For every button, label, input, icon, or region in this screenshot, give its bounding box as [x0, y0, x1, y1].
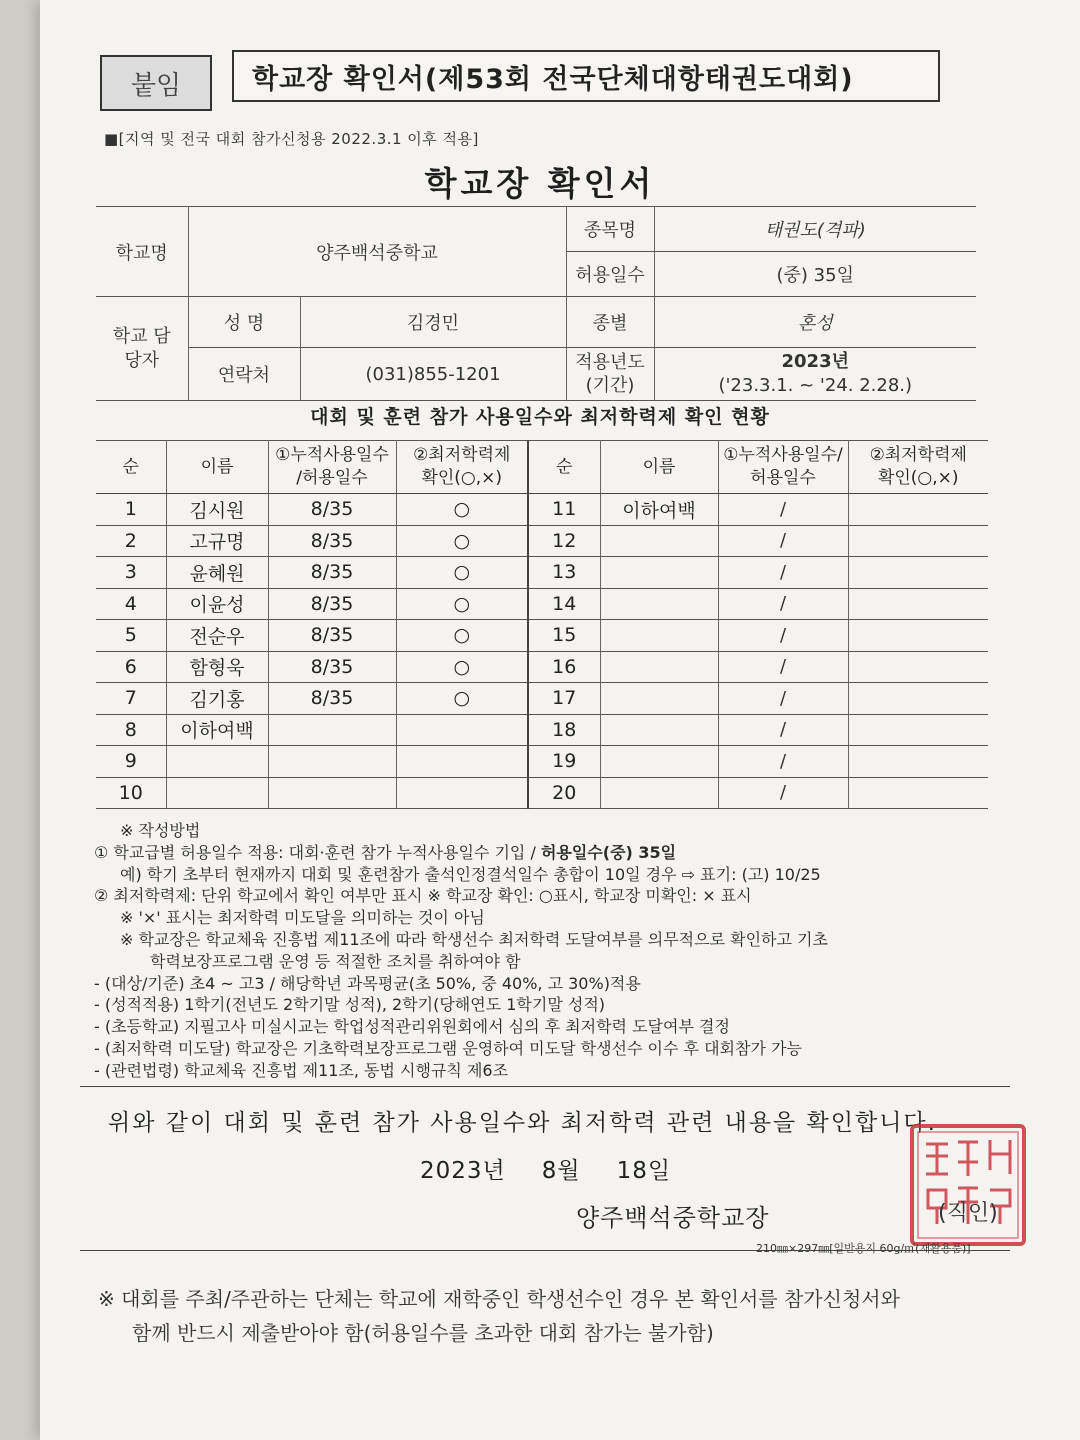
row-check-left: ○ [396, 620, 528, 652]
manager-label: 학교 담당자 [96, 297, 188, 401]
row-check-left: ○ [396, 683, 528, 715]
note-bullet-2: - (성적적용) 1학기(전년도 2학기말 성적), 2학기(당해연도 1학기말 성적) [94, 995, 606, 1015]
row-days-left: 8/35 [268, 588, 396, 620]
note-bullet-4: - (최저학력 미도달) 학교장은 기초학력보장프로그램 운영하여 미도달 학생선수 이수 후 대회참가 가능 [94, 1038, 802, 1058]
row-check-left [396, 714, 528, 746]
manager-name-value: 김경민 [300, 297, 566, 348]
allowed-days-label: 허용일수 [566, 252, 654, 297]
note-1 [94, 842, 1014, 864]
row-no-right: 12 [528, 525, 600, 557]
row-days-left [268, 746, 396, 778]
note-2-b: ※ 학교장은 학교체육 진흥법 제11조에 따라 학생선수 최저학력 도달여부를 의무적으로 확인하고 기초 [120, 929, 828, 949]
gender-label: 종별 [566, 297, 654, 348]
row-no-left: 6 [96, 651, 166, 683]
row-days-left: 8/35 [268, 683, 396, 715]
contact-value: (031)855-1201 [300, 348, 566, 401]
row-name-right [600, 777, 718, 809]
roster-row [96, 525, 988, 557]
row-no-left: 9 [96, 746, 166, 778]
row-no-right: 18 [528, 714, 600, 746]
row-name-right: 이하여백 [600, 494, 718, 526]
row-check-left: ○ [396, 525, 528, 557]
row-name-left: 김기홍 [166, 683, 268, 715]
note-bullet-1: - (대상/기준) 초4 ~ 고3 / 해당학년 과목평균(초 50%, 중 40%, 고 30%)적용 [94, 973, 641, 993]
footer-note [98, 1282, 998, 1350]
row-name-right [600, 714, 718, 746]
row-days-right: / [718, 620, 848, 652]
note-1-example: 예) 학기 초부터 현재까지 대회 및 훈련참가 출석인정결석일수 총합이 10일 경우 ⇨ 표기: (고) 10/25 [120, 864, 821, 884]
header-days-left [268, 441, 396, 494]
row-days-left: 8/35 [268, 620, 396, 652]
row-check-left [396, 777, 528, 809]
note-2-a: ※ '×' 표시는 최저학력 미도달을 의미하는 것이 아님 [120, 908, 485, 928]
note-2-c: 학력보장프로그램 운영 등 적절한 조치를 취하여야 함 [150, 951, 521, 971]
row-no-left: 4 [96, 588, 166, 620]
roster-row [96, 714, 988, 746]
row-days-left [268, 777, 396, 809]
school-name-value: 양주백석중학교 [188, 207, 566, 297]
note-bullet-3: - (초등학교) 지필고사 미실시교는 학업성적관리위원회에서 심의 후 최저학력 도달여부 결정 [94, 1017, 730, 1037]
header-acad-left-1: ②최저학력제 [413, 445, 511, 465]
row-name-left: 함형욱 [166, 651, 268, 683]
roster-row [96, 620, 988, 652]
row-no-right: 13 [528, 557, 600, 589]
row-name-right [600, 651, 718, 683]
header-acad-left-2: 확인(○,×) [421, 468, 503, 488]
row-name-right [600, 620, 718, 652]
year-value-year: 2023년 [781, 351, 849, 372]
contact-label: 연락처 [188, 348, 300, 401]
row-check-left [396, 746, 528, 778]
note-1-bold: 허용일수(중) 35일 [540, 842, 677, 862]
row-no-right: 15 [528, 620, 600, 652]
header-days-left-1: ①누적사용일수 [275, 445, 389, 465]
footer-line-2: 함께 반드시 제출받아야 함(허용일수를 초과한 대회 참가는 불가함) [132, 1321, 714, 1345]
row-days-left: 8/35 [268, 557, 396, 589]
writing-instructions [94, 820, 1014, 1082]
paper-spec: 210㎜×297㎜[일반용지 60g/㎡(재활용품)] [756, 1242, 971, 1255]
row-name-left: 김시원 [166, 494, 268, 526]
roster-row [96, 557, 988, 589]
note-bullet-5: - (관련법령) 학교체육 진흥법 제11조, 동법 시행규칙 제6조 [94, 1060, 509, 1080]
row-name-right [600, 746, 718, 778]
row-no-left: 2 [96, 525, 166, 557]
confirm-date [420, 1152, 707, 1185]
main-title: 학교장 확인서 [424, 164, 656, 203]
row-name-left: 전순우 [166, 620, 268, 652]
row-name-right [600, 525, 718, 557]
year-label [566, 348, 654, 401]
applicability-note: ■[지역 및 전국 대회 참가신청용 2022.3.1 이후 적용] [104, 130, 479, 148]
roster-row [96, 777, 988, 809]
row-no-left: 1 [96, 494, 166, 526]
row-days-right: / [718, 588, 848, 620]
roster-row [96, 588, 988, 620]
row-days-right: / [718, 714, 848, 746]
row-days-left [268, 714, 396, 746]
row-days-left: 8/35 [268, 494, 396, 526]
row-no-left: 3 [96, 557, 166, 589]
roster-row [96, 683, 988, 715]
header-no-left: 순 [96, 441, 166, 494]
row-days-right: / [718, 746, 848, 778]
row-no-left: 5 [96, 620, 166, 652]
row-days-right: / [718, 651, 848, 683]
year-label-line1: 적용년도 [575, 352, 645, 373]
date-day: 18일 [616, 1158, 672, 1184]
row-name-left [166, 777, 268, 809]
row-days-left: 8/35 [268, 651, 396, 683]
header-days-right-1: ①누적사용일수/ [723, 445, 843, 465]
row-check-left: ○ [396, 651, 528, 683]
document-title: 학교장 확인서(제53회 전국단체대항태권도대회) [232, 50, 940, 102]
roster-row [96, 494, 988, 526]
row-days-right: / [718, 525, 848, 557]
row-name-left: 이윤성 [166, 588, 268, 620]
date-year: 2023년 [420, 1158, 506, 1184]
year-label-line2: (기간) [585, 375, 635, 396]
confirm-statement: 위와 같이 대회 및 훈련 참가 사용일수와 최저학력 관련 내용을 확인합니다. [108, 1110, 937, 1136]
year-value [654, 348, 976, 401]
row-check-left: ○ [396, 494, 528, 526]
year-value-period: ('23.3.1. ~ '24. 2.28.) [718, 375, 913, 396]
official-seal-icon [906, 1118, 1030, 1252]
row-no-right: 19 [528, 746, 600, 778]
info-table [96, 206, 976, 401]
event-value: 태권도(격파) [654, 207, 976, 252]
header-name-left: 이름 [166, 441, 268, 494]
roster-row [96, 746, 988, 778]
school-name-label: 학교명 [96, 207, 188, 297]
row-check-right [848, 557, 988, 589]
event-label: 종목명 [566, 207, 654, 252]
row-no-right: 14 [528, 588, 600, 620]
row-check-right [848, 494, 988, 526]
note-1-text: ① 학교급별 허용일수 적용: 대회·훈련 참가 누적사용일수 기입 / [94, 842, 541, 862]
notes-title: ※ 작성방법 [120, 821, 201, 840]
row-days-left: 8/35 [268, 525, 396, 557]
row-check-right [848, 620, 988, 652]
manager-name-label: 성 명 [188, 297, 300, 348]
row-name-left: 윤혜원 [166, 557, 268, 589]
row-no-right: 20 [528, 777, 600, 809]
header-days-right-2: 허용일수 [750, 468, 816, 488]
roster-table [96, 440, 988, 809]
row-check-right [848, 714, 988, 746]
divider-top [80, 1086, 1010, 1087]
row-check-left: ○ [396, 557, 528, 589]
row-days-right: / [718, 683, 848, 715]
attachment-label: 붙임 [100, 55, 212, 111]
row-days-right: / [718, 777, 848, 809]
date-month: 8월 [541, 1158, 581, 1184]
header-days-right [718, 441, 848, 494]
row-name-right [600, 557, 718, 589]
header-acad-left [396, 441, 528, 494]
header-acad-right-2: 확인(○,×) [877, 468, 959, 488]
header-acad-right-1: ②최저학력제 [869, 445, 967, 465]
section-title: 대회 및 훈련 참가 사용일수와 최저학력제 확인 현황 [310, 406, 770, 428]
row-days-right: / [718, 557, 848, 589]
seal-label: (직인) [938, 1201, 998, 1226]
roster-header-row [96, 441, 988, 494]
row-check-left: ○ [396, 588, 528, 620]
note-2: ② 최저학력제: 단위 학교에서 확인 여부만 표시 ※ 학교장 확인: ○표시, 학교장 미확인: × 표시 [94, 886, 752, 906]
principal-name: 양주백석중학교장 [576, 1204, 770, 1232]
allowed-days-value: (중) 35일 [654, 252, 976, 297]
row-check-right [848, 777, 988, 809]
row-check-right [848, 651, 988, 683]
row-name-left: 이하여백 [166, 714, 268, 746]
header-name-right: 이름 [600, 441, 718, 494]
roster-row [96, 651, 988, 683]
header-acad-right [848, 441, 988, 494]
row-no-left: 8 [96, 714, 166, 746]
row-no-left: 7 [96, 683, 166, 715]
row-check-right [848, 525, 988, 557]
row-name-left [166, 746, 268, 778]
row-no-right: 16 [528, 651, 600, 683]
row-no-right: 11 [528, 494, 600, 526]
row-name-right [600, 588, 718, 620]
row-check-right [848, 683, 988, 715]
row-check-right [848, 588, 988, 620]
row-no-left: 10 [96, 777, 166, 809]
row-check-right [848, 746, 988, 778]
row-name-right [600, 683, 718, 715]
gender-value: 혼성 [654, 297, 976, 348]
row-no-right: 17 [528, 683, 600, 715]
header-no-right: 순 [528, 441, 600, 494]
row-name-left: 고규명 [166, 525, 268, 557]
footer-line-1: ※ 대회를 주최/주관하는 단체는 학교에 재학중인 학생선수인 경우 본 확인서를 참가신청서와 [98, 1287, 900, 1311]
header-days-left-2: /허용일수 [296, 468, 368, 488]
row-days-right: / [718, 494, 848, 526]
